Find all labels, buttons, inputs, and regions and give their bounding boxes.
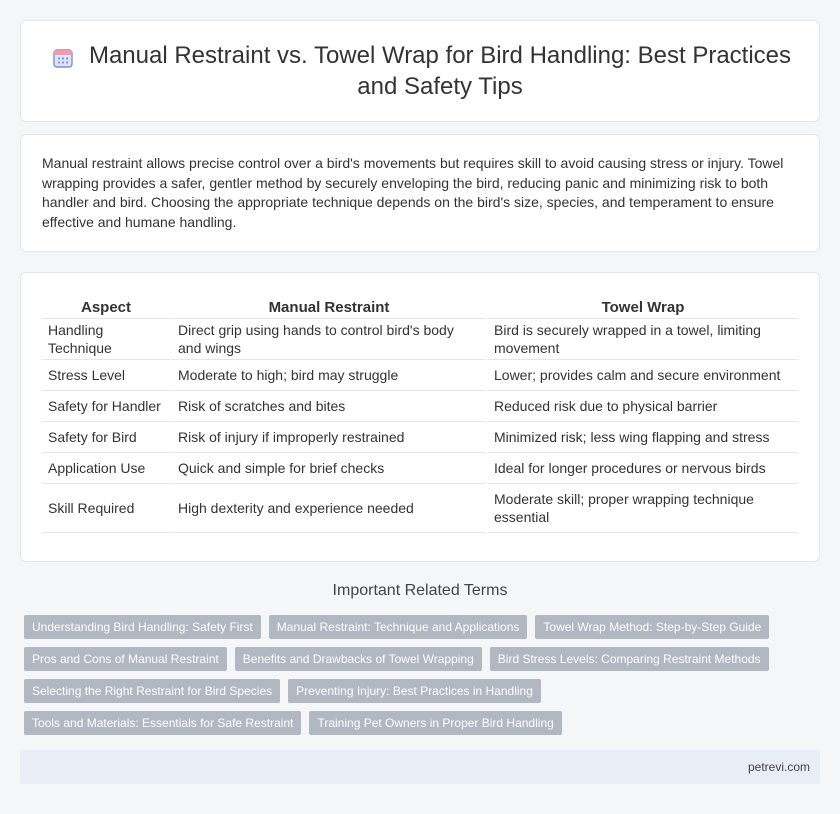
cell-towel: Reduced risk due to physical barrier (488, 391, 798, 422)
cell-manual: High dexterity and experience needed (172, 484, 486, 533)
cell-aspect: Application Use (42, 453, 170, 484)
cell-manual: Quick and simple for brief checks (172, 453, 486, 484)
table-header-row (42, 295, 798, 319)
cell-aspect: Handling Technique (42, 319, 170, 360)
cell-towel: Moderate skill; proper wrapping technique essential (488, 484, 798, 533)
related-term-tag[interactable]: Understanding Bird Handling: Safety First (24, 615, 261, 639)
intro-card (20, 134, 820, 252)
cell-towel: Ideal for longer procedures or nervous birds (488, 453, 798, 484)
header-aspect: Aspect (42, 295, 170, 319)
related-term-tag[interactable]: Selecting the Right Restraint for Bird Species (24, 679, 280, 703)
related-term-tag[interactable]: Tools and Materials: Essentials for Safe Restraint (24, 711, 301, 735)
footer-site-link[interactable]: petrevi.com (747, 760, 810, 774)
table-row (42, 360, 798, 391)
related-terms-title: Important Related Terms (332, 582, 508, 599)
related-terms-list (24, 615, 824, 735)
related-term-tag[interactable]: Manual Restraint: Technique and Applications (269, 615, 528, 639)
comparison-table-card (20, 272, 820, 562)
header-towel-wrap: Towel Wrap (488, 295, 798, 319)
cell-towel: Minimized risk; less wing flapping and stress (488, 422, 798, 453)
cell-manual: Risk of injury if improperly restrained (172, 422, 486, 453)
page-title: Manual Restraint vs. Towel Wrap for Bird Handling: Best Practices and Safety Tips (88, 42, 792, 100)
footer (20, 750, 820, 784)
table-row (42, 484, 798, 533)
cell-towel: Lower; provides calm and secure environment (488, 360, 798, 391)
header-inner (41, 21, 799, 121)
table-row (42, 319, 798, 360)
cell-aspect: Safety for Handler (42, 391, 170, 422)
related-term-tag[interactable]: Preventing Injury: Best Practices in Handling (288, 679, 541, 703)
cell-manual: Risk of scratches and bites (172, 391, 486, 422)
comparison-table (42, 295, 798, 533)
related-term-tag[interactable]: Benefits and Drawbacks of Towel Wrapping (235, 647, 482, 671)
cell-manual: Moderate to high; bird may struggle (172, 360, 486, 391)
related-term-tag[interactable]: Bird Stress Levels: Comparing Restraint Methods (490, 647, 769, 671)
cell-aspect: Stress Level (42, 360, 170, 391)
related-term-tag[interactable]: Training Pet Owners in Proper Bird Handling (309, 711, 561, 735)
header-card (20, 20, 820, 122)
related-term-tag[interactable]: Towel Wrap Method: Step-by-Step Guide (535, 615, 769, 639)
cell-aspect: Safety for Bird (42, 422, 170, 453)
header-manual-restraint: Manual Restraint (172, 295, 486, 319)
related-term-tag[interactable]: Pros and Cons of Manual Restraint (24, 647, 227, 671)
cell-aspect: Skill Required (42, 484, 170, 533)
table-row (42, 453, 798, 484)
intro-paragraph: Manual restraint allows precise control over a bird's movements but requires skill to avoid causing stress or injury. Towel wrapping provides a safer, gentler method by securely enveloping the bird, reducing panic and minimizing risk to both handler and bird. Choosing the appropriate technique depends on the bird's size, species, and temperament to ensure effective and humane handling. (42, 155, 784, 230)
table-row (42, 391, 798, 422)
table-row (42, 422, 798, 453)
cell-manual: Direct grip using hands to control bird's body and wings (172, 319, 486, 360)
cell-towel: Bird is securely wrapped in a towel, limiting movement (488, 319, 798, 360)
